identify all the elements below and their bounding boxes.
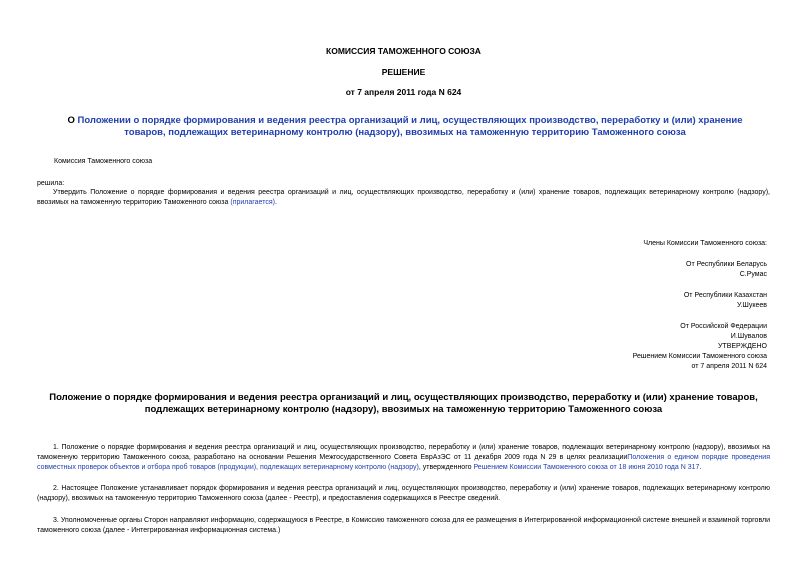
members-heading: Члены Комиссии Таможенного союза: [643, 240, 767, 247]
decision-paragraph [37, 188, 770, 208]
item1-text-b: , утвержденного [418, 464, 474, 471]
signature-russia-name: И.Шувалов [730, 333, 767, 340]
title-link[interactable]: Положении о порядке формирования и ведения реестра организаций и лиц, осуществляющих производство, переработку и (или) хранение товаров, подлежащих ветеринарному контролю (надзору), ввозимых на таможенную территорию Таможенного союза [77, 115, 743, 138]
org-heading: КОМИССИЯ ТАМОЖЕННОГО СОЮЗА [326, 46, 481, 56]
item1-text-a: 1. Положение о порядке формирования и ведения реестра организаций и лиц, осуществляющих производство, переработку и (или) хранение товаров, подлежащих ветеринарному контролю (надзору), ввозимых на таможенную территорию Таможенного союза, разработано на основании Решения Межгосударственного Совета ЕврАзЭС от 11 декабря 2009 года N 29 в целях реализации [37, 444, 770, 461]
signature-belarus-label: От Республики Беларусь [686, 261, 767, 268]
annex-title: Положение о порядке формирования и ведения реестра организаций и лиц, осуществляющих производство, переработку и (или) хранение товаров, подлежащих ветеринарному контролю (надзору), ввозимых на таможенную территорию Таможенного союза [49, 392, 758, 415]
title-prefix: О [67, 115, 78, 126]
annex-item-3: 3. Уполномоченные органы Сторон направляют информацию, содержащуюся в Реестре, в Комиссию таможенного союза для ее размещения в Интегрированной информационной системе внешней и взаимной торговли таможенного союза (далее - Интегрированная информационная система.) [37, 517, 770, 534]
approved-by: Решением Комиссии Таможенного союза [632, 353, 767, 360]
approved-label: УТВЕРЖДЕНО [717, 343, 767, 350]
approved-date: от 7 апреля 2011 N 624 [691, 363, 767, 370]
decision-end: . [274, 199, 277, 206]
annex-item-2: 2. Настоящее Положение устанавливает порядок формирования и ведения реестра организаций и лиц, осуществляющих производство, переработку и (или) хранение товаров, подлежащих ветеринарному контролю (надзору), ввозимых на таможенную территорию Таможенного союза (далее - Реестр), и предоставления содержащихся в Реестре сведений. [37, 485, 770, 502]
signature-belarus-name: С.Румас [739, 271, 767, 278]
signature-russia-label: От Российской Федерации [680, 323, 767, 330]
issuer-text: Комиссия Таможенного союза [54, 158, 153, 165]
item1-text-c: . [699, 464, 702, 471]
date-number-heading: от 7 апреля 2011 года N 624 [345, 87, 462, 97]
item1-link-regulation[interactable]: Положения о едином порядке проведения совместных проверок объектов и отбора проб товаров (продукции), подлежащих ветеринарному контролю (надзору) [37, 454, 770, 471]
annex-link[interactable]: (прилагается) [230, 199, 275, 206]
document-title [60, 115, 750, 139]
doc-type-heading: РЕШЕНИЕ [381, 67, 426, 77]
item1-link-decision[interactable]: Решением Комиссии Таможенного союза от 18 июня 2010 года N 317 [473, 464, 700, 471]
signature-kazakhstan-label: От Республики Казахстан [683, 292, 767, 299]
annex-item-1 [37, 443, 770, 473]
decision-text: Утвердить Положение о порядке формирования и ведения реестра организаций и лиц, осуществляющих производство, переработку и (или) хранение товаров, подлежащих ветеринарному контролю (надзору), ввозимых на таможенную территорию Таможенного союза [37, 189, 770, 206]
signature-kazakhstan-name: У.Шукеев [736, 302, 767, 309]
decided-text: решила: [37, 180, 65, 187]
